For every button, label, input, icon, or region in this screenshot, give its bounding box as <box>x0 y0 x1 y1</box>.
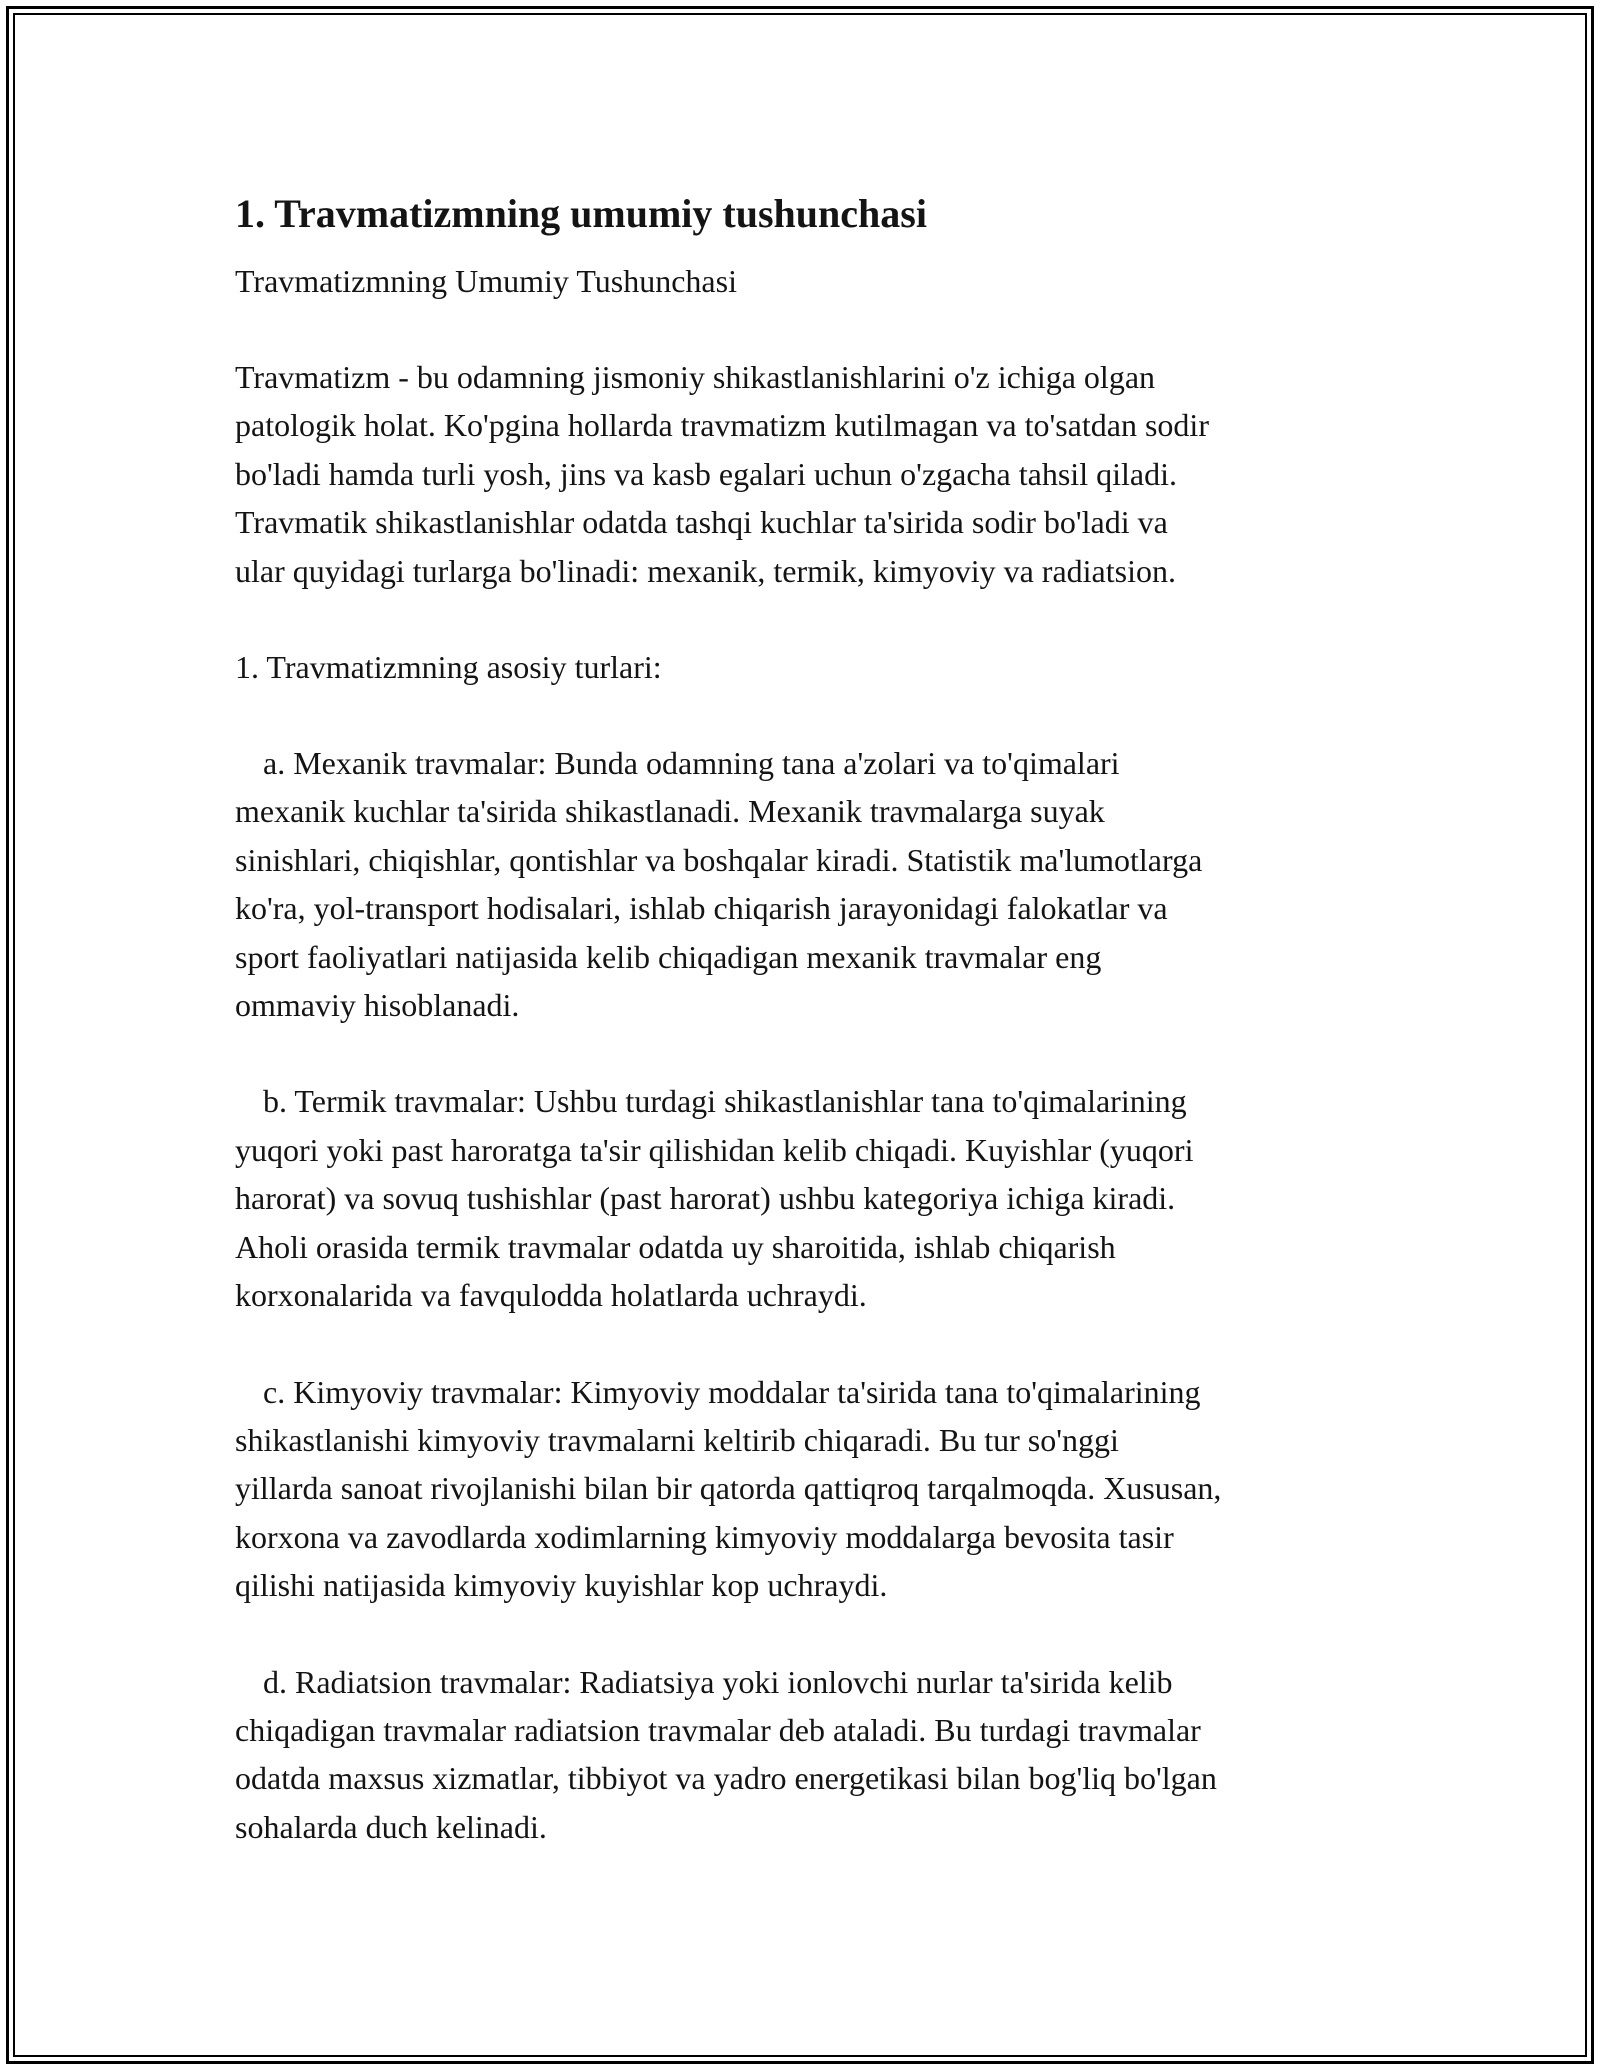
list-item-line: qilishi natijasida kimyoviy kuyishlar kop uchraydi. <box>235 1567 888 1604</box>
list-item-line: shikastlanishi kimyoviy travmalarni keltirib chiqaradi. Bu tur so'nggi <box>235 1421 1119 1458</box>
intro-paragraph <box>235 353 1375 595</box>
list-item-line: Aholi orasida termik travmalar odatda uy sharoitida, ishlab chiqarish <box>235 1228 1116 1265</box>
list-item-line: c. Kimyoviy travmalar: Kimyoviy moddalar ta'sirida tana to'qimalarining <box>263 1373 1201 1410</box>
intro-line: Travmatizm - bu odamning jismoniy shikastlanishlarini o'z ichiga olgan <box>235 359 1156 395</box>
intro-line: bo'ladi hamda turli yosh, jins va kasb egalari uchun o'zgacha tahsil qiladi. <box>235 455 1177 492</box>
list-item-line: odatda maxsus xizmatlar, tibbiyot va yadro energetikasi bilan bog'liq bo'lgan <box>235 1760 1217 1797</box>
list-item-chemical <box>235 1368 1375 1610</box>
list-item-line: harorat) va sovuq tushishlar (past harorat) ushbu kategoriya ichiga kiradi. <box>235 1180 1176 1217</box>
list-item-mechanical <box>235 739 1375 1029</box>
list-item-line: yillarda sanoat rivojlanishi bilan bir qatorda qattiqroq tarqalmoqda. Xususan, <box>235 1470 1222 1507</box>
list-heading: 1. Travmatizmning asosiy turlari: <box>235 649 662 686</box>
list-item-line: sohalarda duch kelinadi. <box>235 1808 547 1845</box>
list-item-line: mexanik kuchlar ta'sirida shikastlanadi. Mexanik travmalarga suyak <box>235 793 1105 830</box>
intro-line: Travmatik shikastlanishlar odatda tashqi kuchlar ta'sirida sodir bo'ladi va <box>235 504 1168 541</box>
document-body <box>235 183 1375 1851</box>
list-item-line: sport faoliyatlari natijasida kelib chiqadigan mexanik travmalar eng <box>235 938 1102 975</box>
list-item-radiation <box>235 1658 1375 1852</box>
list-item-line: korxona va zavodlarda xodimlarning kimyoviy moddalarga bevosita tasir <box>235 1518 1174 1555</box>
section-subtitle: Travmatizmning Umumiy Tushunchasi <box>235 263 737 299</box>
list-item-line: sinishlari, chiqishlar, qontishlar va boshqalar kiradi. Statistik ma'lumotlarga <box>235 841 1203 878</box>
list-item-thermal <box>235 1077 1375 1319</box>
section-heading: 1. Travmatizmning umumiy tushunchasi <box>235 191 927 236</box>
list-item-line: ommaviy hisoblanadi. <box>235 987 520 1024</box>
list-item-line: a. Mexanik travmalar: Bunda odamning tana a'zolari va to'qimalari <box>263 745 1120 782</box>
intro-line: patologik holat. Ko'pgina hollarda travmatizm kutilmagan va to'satdan sodir <box>235 407 1209 444</box>
intro-line: ular quyidagi turlarga bo'linadi: mexanik, termik, kimyoviy va radiatsion. <box>235 552 1176 589</box>
list-item-line: ko'ra, yol-transport hodisalari, ishlab chiqarish jarayonidagi falokatlar va <box>235 890 1168 927</box>
list-item-line: d. Radiatsion travmalar: Radiatsiya yoki ionlovchi nurlar ta'sirida kelib <box>263 1663 1173 1700</box>
list-item-line: yuqori yoki past haroratga ta'sir qilishidan kelib chiqadi. Kuyishlar (yuqori <box>235 1131 1194 1168</box>
list-item-line: chiqadigan travmalar radiatsion travmalar deb ataladi. Bu turdagi travmalar <box>235 1711 1201 1748</box>
list-item-line: b. Termik travmalar: Ushbu turdagi shikastlanishlar tana to'qimalarining <box>263 1083 1187 1120</box>
list-item-line: korxonalarida va favqulodda holatlarda uchraydi. <box>235 1277 867 1314</box>
